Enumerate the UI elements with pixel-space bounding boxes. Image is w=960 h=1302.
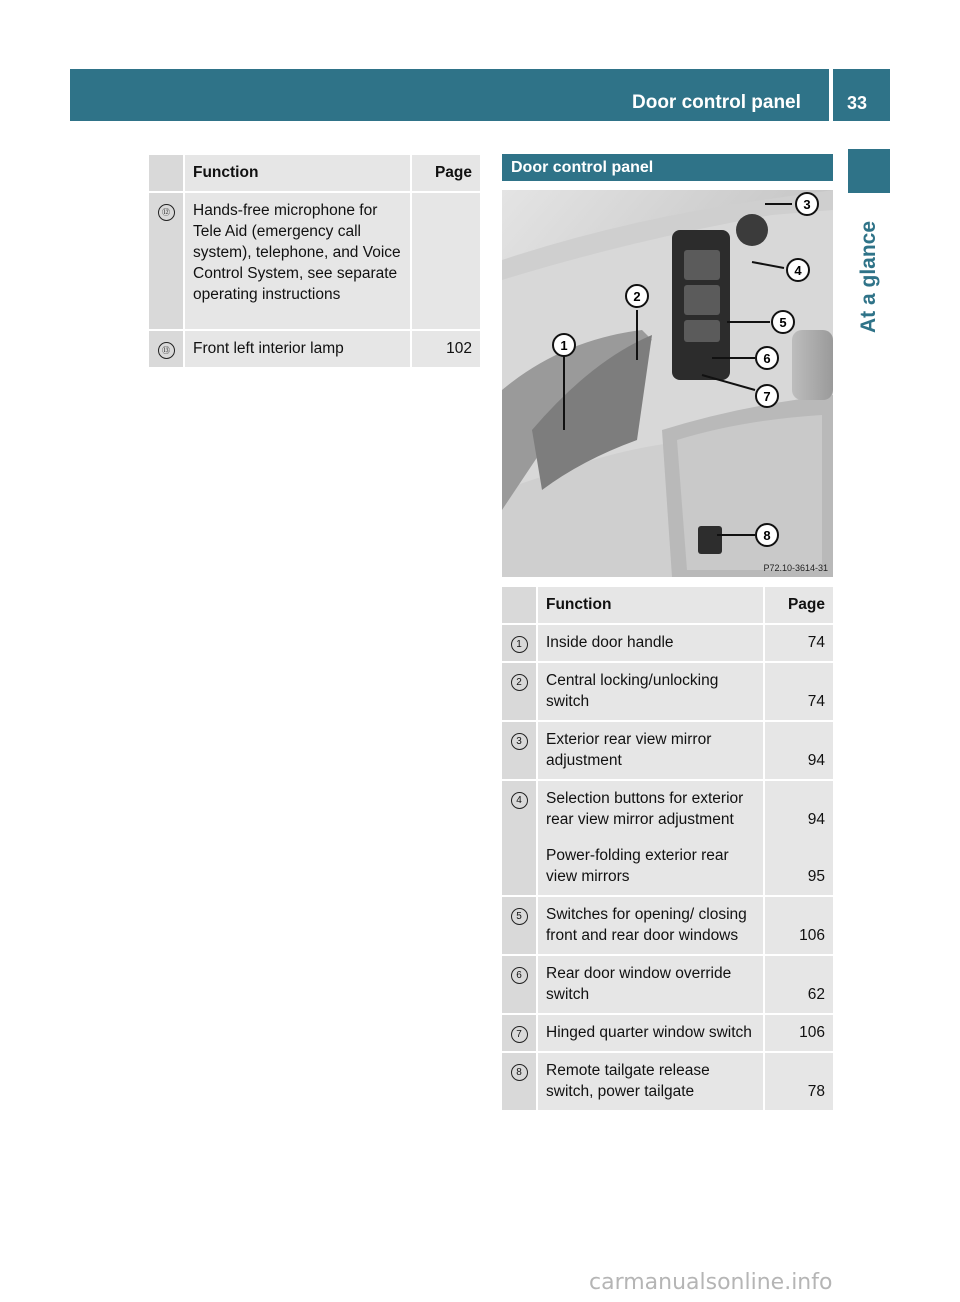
callout-13-icon: ⑬ bbox=[158, 342, 175, 359]
callout-1: 1 bbox=[560, 338, 568, 353]
callout-7: 7 bbox=[763, 389, 771, 404]
page-cell: 74 bbox=[765, 625, 833, 663]
section-heading: Door control panel bbox=[502, 154, 833, 181]
page-cell: 94 bbox=[765, 722, 833, 781]
callout-5-icon: 5 bbox=[511, 908, 528, 925]
function-cell: Switches for opening/ closing front and rear door windows bbox=[536, 897, 765, 956]
item-number bbox=[502, 897, 536, 956]
table-header-row bbox=[149, 155, 480, 193]
table-row bbox=[502, 663, 833, 722]
left-function-table bbox=[149, 155, 480, 369]
num-col-header bbox=[502, 587, 536, 625]
page-cell: 78 bbox=[765, 1053, 833, 1112]
table-row bbox=[149, 193, 480, 331]
page-cell: 74 bbox=[765, 663, 833, 722]
callout-2-icon: 2 bbox=[511, 674, 528, 691]
table-row bbox=[502, 838, 833, 897]
function-cell: Remote tailgate release switch, power tailgate bbox=[536, 1053, 765, 1112]
table-row bbox=[502, 956, 833, 1015]
table-header-row bbox=[502, 587, 833, 625]
section-tab-label: At a glance bbox=[857, 220, 880, 333]
callout-3-icon: 3 bbox=[511, 733, 528, 750]
callout-1-icon: 1 bbox=[511, 636, 528, 653]
callout-12-icon: ⑫ bbox=[158, 204, 175, 221]
page-cell: 102 bbox=[412, 331, 480, 369]
function-col-header: Function bbox=[536, 587, 765, 625]
header-divider bbox=[829, 69, 833, 121]
page-number: 33 bbox=[847, 93, 868, 113]
page-cell: 106 bbox=[765, 1015, 833, 1053]
callout-6-icon: 6 bbox=[511, 967, 528, 984]
callout-5: 5 bbox=[779, 315, 787, 330]
page-cell: 106 bbox=[765, 897, 833, 956]
page-cell: 95 bbox=[765, 838, 833, 897]
function-col-header: Function bbox=[183, 155, 412, 193]
page-cell: 94 bbox=[765, 781, 833, 838]
item-number bbox=[502, 956, 536, 1015]
table-row bbox=[502, 897, 833, 956]
item-number bbox=[502, 781, 536, 838]
function-cell: Inside door handle bbox=[536, 625, 765, 663]
callout-4: 4 bbox=[794, 263, 802, 278]
page-cell bbox=[412, 193, 480, 331]
callout-8: 8 bbox=[763, 528, 771, 543]
function-cell: Rear door window override switch bbox=[536, 956, 765, 1015]
function-cell: Hinged quarter window switch bbox=[536, 1015, 765, 1053]
num-col-header bbox=[149, 155, 183, 193]
function-cell: Hands-free microphone for Tele Aid (emergency call system), telephone, and Voice Control System, see separate operating instructions bbox=[183, 193, 412, 331]
page-cell: 62 bbox=[765, 956, 833, 1015]
right-function-table bbox=[502, 587, 833, 1112]
item-number bbox=[502, 625, 536, 663]
callout-4-icon: 4 bbox=[511, 792, 528, 809]
side-tab bbox=[848, 149, 890, 193]
page-col-header: Page bbox=[765, 587, 833, 625]
function-cell: Power-folding exterior rear view mirrors bbox=[536, 838, 765, 897]
table-row bbox=[502, 1015, 833, 1053]
item-number bbox=[502, 663, 536, 722]
item-number bbox=[502, 1053, 536, 1112]
table-row bbox=[149, 331, 480, 369]
item-number bbox=[149, 193, 183, 331]
table-row bbox=[502, 1053, 833, 1112]
callout-7-icon: 7 bbox=[511, 1026, 528, 1043]
item-number bbox=[502, 1015, 536, 1053]
callout-8-icon: 8 bbox=[511, 1064, 528, 1081]
function-cell: Selection buttons for exterior rear view mirror adjustment bbox=[536, 781, 765, 838]
function-cell: Exterior rear view mirror adjustment bbox=[536, 722, 765, 781]
item-number bbox=[149, 331, 183, 369]
footer-watermark[interactable]: carmanualsonline.info bbox=[589, 1270, 833, 1295]
page-col-header: Page bbox=[412, 155, 480, 193]
table-row bbox=[502, 781, 833, 838]
table-row bbox=[502, 625, 833, 663]
door-panel-drawing bbox=[502, 190, 833, 577]
function-cell: Front left interior lamp bbox=[183, 331, 412, 369]
table-row bbox=[502, 722, 833, 781]
figure-code: P72.10-3614-31 bbox=[763, 563, 828, 573]
item-number bbox=[502, 722, 536, 781]
callout-2: 2 bbox=[633, 289, 641, 304]
callout-6: 6 bbox=[763, 351, 771, 366]
door-panel-illustration bbox=[502, 190, 833, 577]
page-title: Door control panel bbox=[632, 92, 801, 113]
item-number bbox=[502, 838, 536, 897]
function-cell: Central locking/unlocking switch bbox=[536, 663, 765, 722]
callout-3: 3 bbox=[803, 197, 811, 212]
